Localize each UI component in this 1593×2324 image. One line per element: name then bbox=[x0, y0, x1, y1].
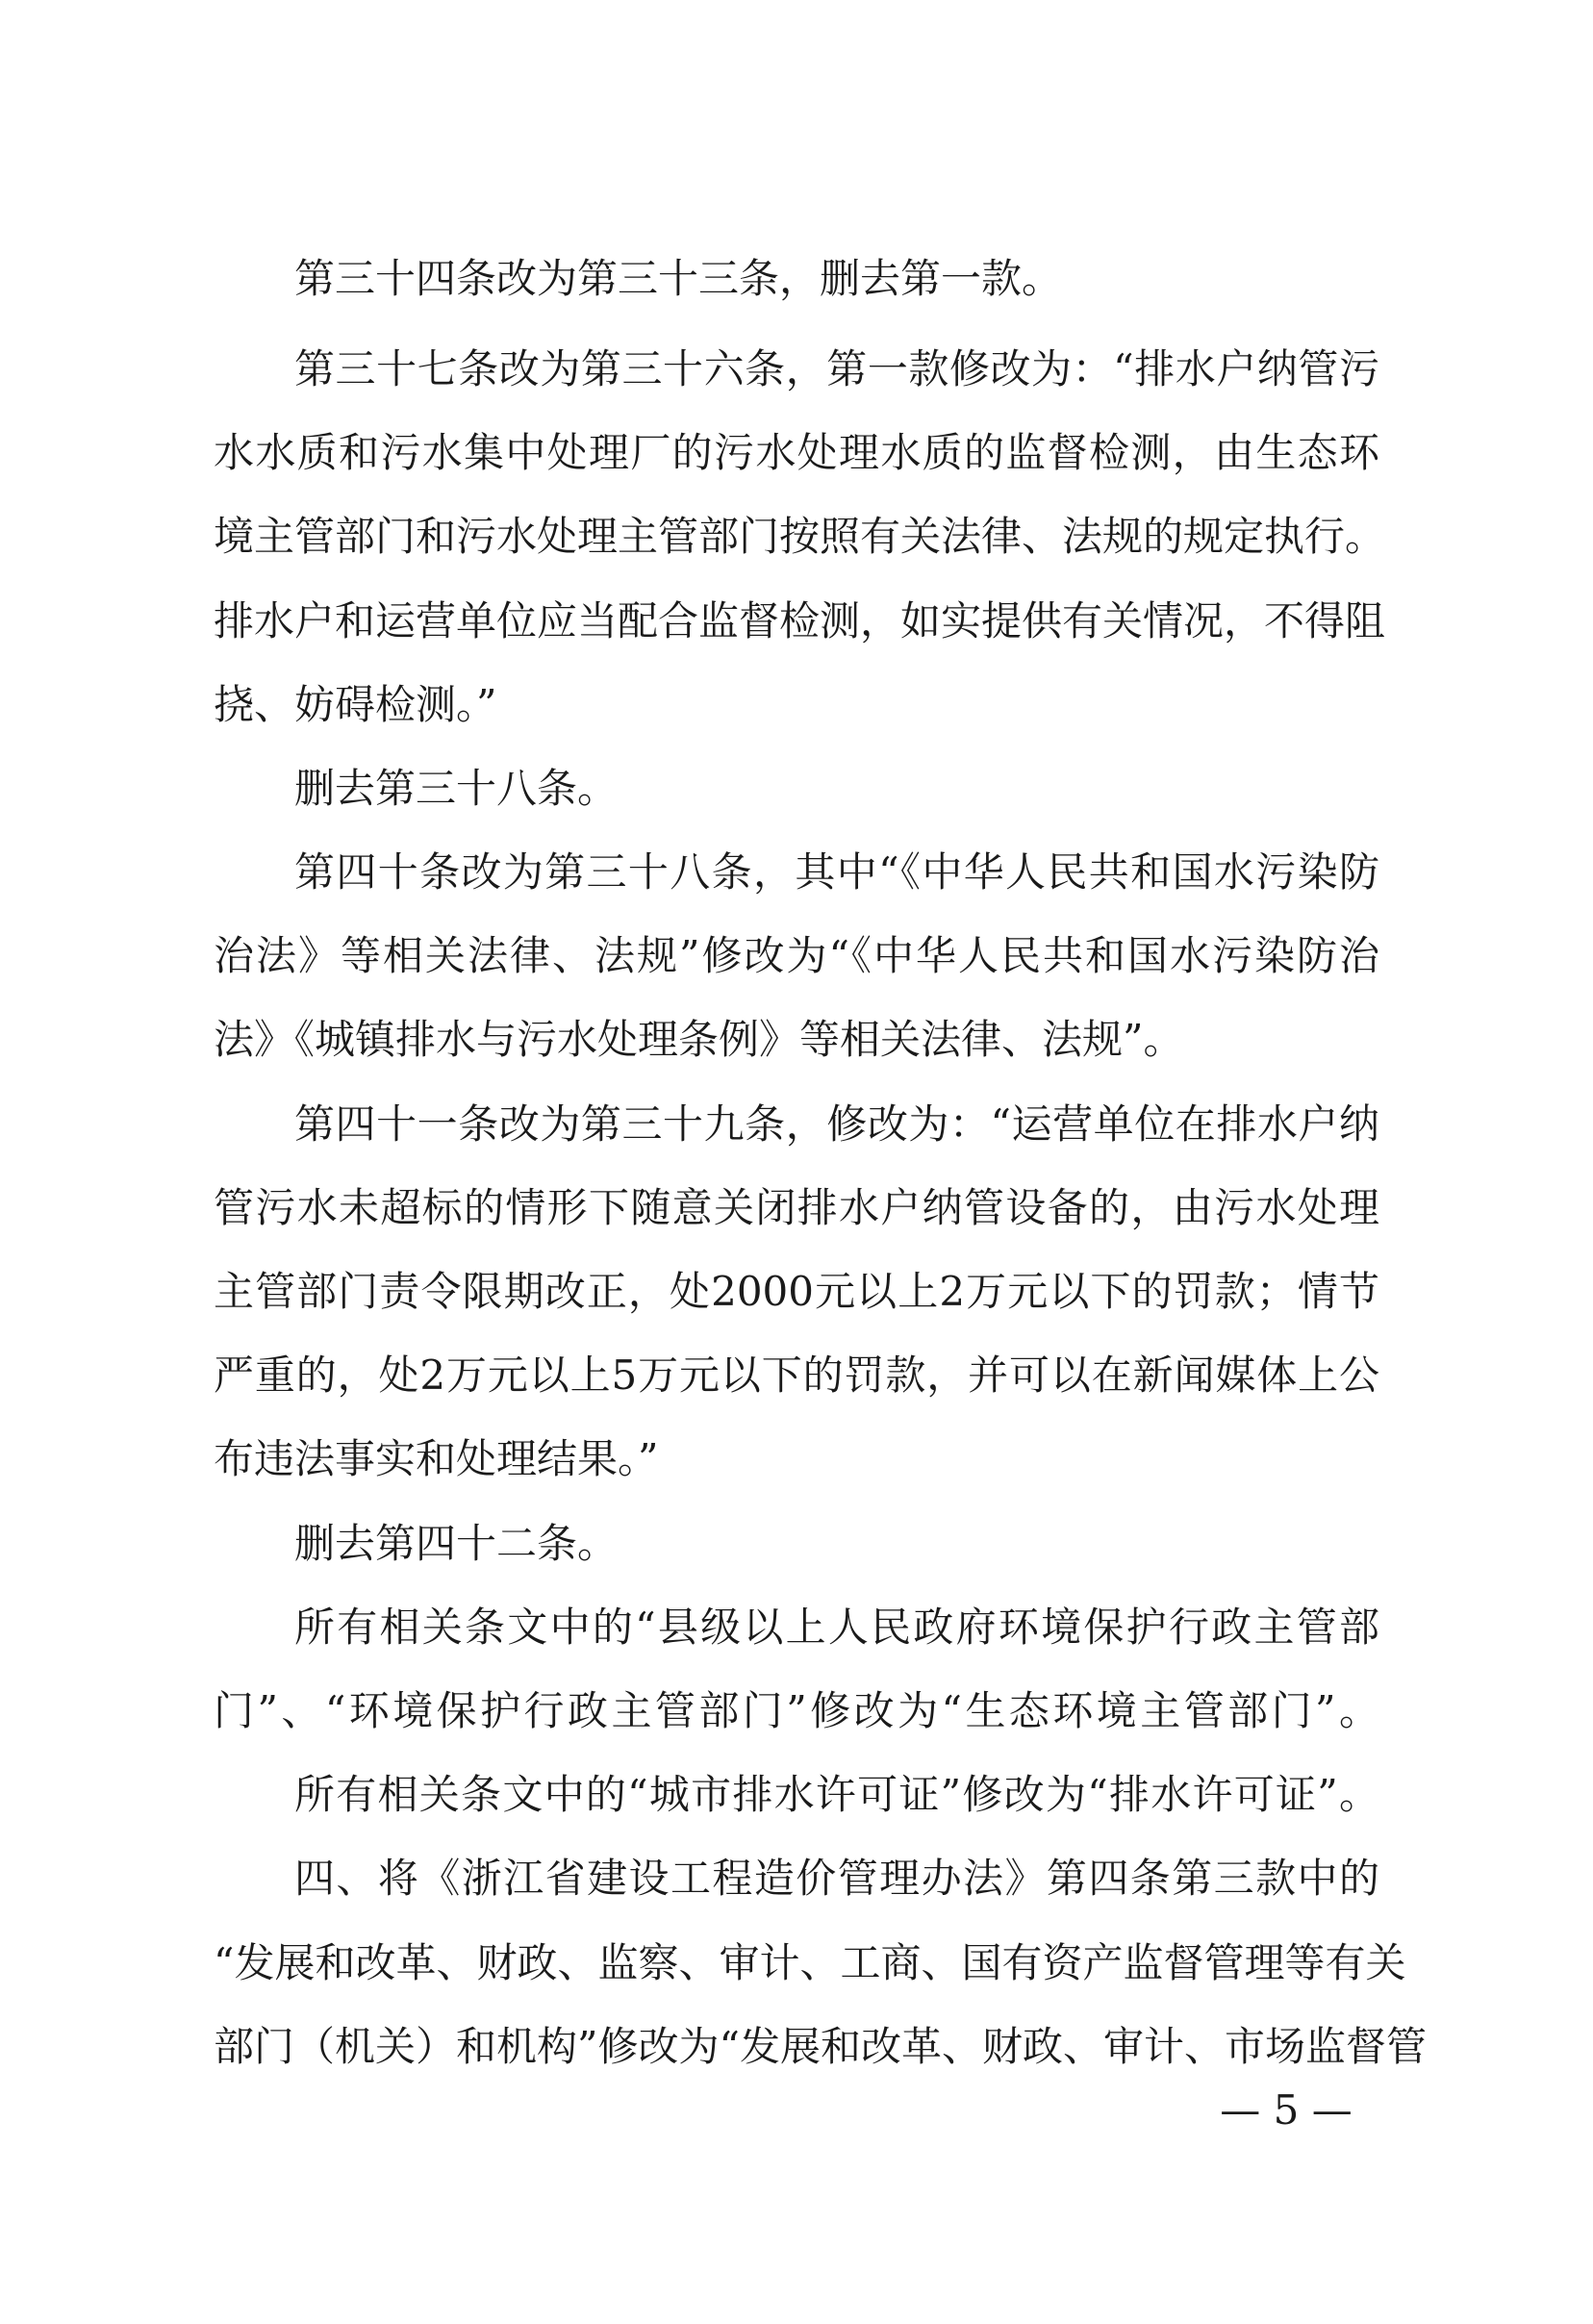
text-line-11: 第四十一条改为第三十九条，修改为：“运营单位在排水户纳 bbox=[294, 1100, 1379, 1148]
text-line-17: 所有相关条文中的“县级以上人民政府环境保护行政主管部 bbox=[294, 1604, 1379, 1651]
text-line-2: 第三十七条改为第三十六条，第一款修改为：“排水户纳管污 bbox=[294, 345, 1379, 392]
text-line-4: 境主管部门和污水处理主管部门按照有关法律、法规的规定执行。 bbox=[214, 513, 1386, 560]
text-line-22: 部门（机关）和机构”修改为“发展和改革、财政、审计、市场监督管 bbox=[214, 2023, 1427, 2070]
text-line-13: 主管部门责令限期改正，处2000元以上2万元以下的罚款；情节 bbox=[214, 1268, 1379, 1315]
text-line-18: 门”、“环境保护行政主管部门”修改为“生态环境主管部门”。 bbox=[214, 1687, 1379, 1734]
text-line-1: 第三十四条改为第三十三条，删去第一款。 bbox=[294, 255, 1063, 302]
text-line-15: 布违法事实和处理结果。” bbox=[214, 1435, 659, 1482]
text-line-19: 所有相关条文中的“城市排水许可证”修改为“排水许可证”。 bbox=[294, 1771, 1379, 1818]
text-line-14: 严重的，处2万元以上5万元以下的罚款，并可以在新闻媒体上公 bbox=[214, 1351, 1379, 1399]
text-line-8: 第四十条改为第三十八条，其中“《中华人民共和国水污染防 bbox=[294, 848, 1379, 896]
text-line-7: 删去第三十八条。 bbox=[294, 765, 619, 812]
page-number: — 5 — bbox=[1220, 2086, 1353, 2134]
text-line-9: 治法》等相关法律、法规”修改为“《中华人民共和国水污染防治 bbox=[214, 932, 1379, 979]
text-line-16: 删去第四十二条。 bbox=[294, 1520, 619, 1567]
text-line-12: 管污水未超标的情形下随意关闭排水户纳管设备的，由污水处理 bbox=[214, 1184, 1379, 1231]
text-line-20: 四、将《浙江省建设工程造价管理办法》第四条第三款中的 bbox=[294, 1855, 1379, 1902]
text-line-6: 挠、妨碍检测。” bbox=[214, 681, 497, 728]
text-line-3: 水水质和污水集中处理厂的污水处理水质的监督检测，由生态环 bbox=[214, 429, 1379, 476]
text-line-21: “发展和改革、财政、监察、审计、工商、国有资产监督管理等有关 bbox=[214, 1939, 1406, 1986]
text-line-5: 排水户和运营单位应当配合监督检测，如实提供有关情况，不得阻 bbox=[214, 597, 1386, 644]
text-line-10: 法》《城镇排水与污水处理条例》等相关法律、法规”。 bbox=[214, 1016, 1184, 1063]
